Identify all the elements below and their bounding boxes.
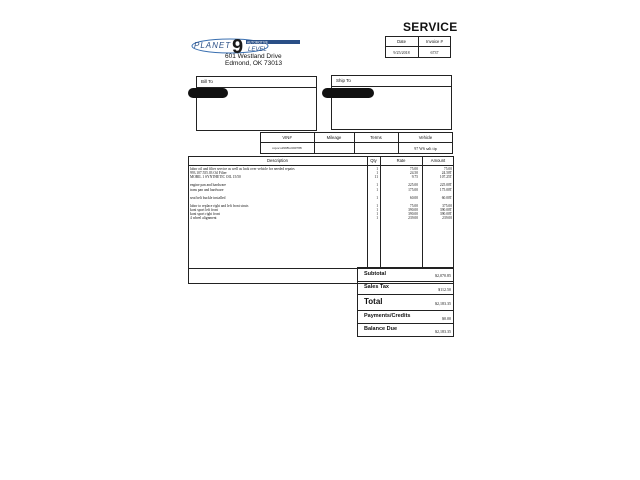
line-item-qty: 11 <box>374 175 378 180</box>
vin-label: VIN# <box>282 135 292 140</box>
line-item-rate: 75.00 <box>409 167 418 171</box>
line-item-description: 993.107.555.03 Oil Filter <box>190 171 227 176</box>
table-header-divider <box>188 165 454 166</box>
sales-tax-label: Sales Tax <box>364 284 389 290</box>
line-item-qty: 1 <box>376 195 378 200</box>
line-item-qty: 1 <box>376 208 378 212</box>
bill-to-box <box>196 76 317 131</box>
sales-tax-value: $112.50 <box>438 287 451 292</box>
amount-header: Amount <box>430 158 446 163</box>
redaction-bar <box>188 88 228 98</box>
invoice-value: 6737 <box>430 50 439 55</box>
qty-header: Qty <box>370 158 377 163</box>
line-item-description: labor oil and filter service as well as look over vehicle for needed repairs <box>190 167 295 171</box>
line-item-rate: 75.00 <box>409 203 418 208</box>
vehicle-value: 97 W6 salt tip <box>414 146 437 151</box>
line-item-description: koni sport right front <box>190 212 221 217</box>
subtotal-value: $2,070.85 <box>435 273 451 278</box>
line-item-amount: 390.00T <box>439 208 452 212</box>
line-item-amount: 225.00T <box>439 183 452 188</box>
svg-text:AUTOMOTIVE: AUTOMOTIVE <box>247 40 269 45</box>
rate-header: Rate <box>396 158 406 163</box>
divider <box>357 310 454 311</box>
line-item-amount: 24.50T <box>441 171 452 176</box>
line-item-amount: 375.00 <box>442 203 452 208</box>
line-item-rate: 24.50 <box>409 171 418 176</box>
line-item-amount: 239.00 <box>442 216 452 221</box>
line-item-description: labor to replace right and left front struts <box>190 203 249 208</box>
line-item-amount: 75.00 <box>443 167 452 171</box>
balance-due-label: Balance Due <box>364 326 398 332</box>
vin-value: repoco2998vs560788 <box>272 146 302 150</box>
divider <box>357 281 454 282</box>
line-item-qty: 1 <box>376 171 378 176</box>
subtotal-label: Subtotal <box>364 271 386 277</box>
line-item-rate: 175.00 <box>408 187 418 192</box>
total-label: Total <box>364 297 383 306</box>
line-item-description: koni sport left front <box>190 208 219 212</box>
terms-label: Terms <box>370 135 382 140</box>
line-item-rate: 60.00 <box>409 195 418 200</box>
vehicle-label: Vehicle <box>418 135 433 140</box>
line-item-description: seat belt buckle installed <box>190 195 226 200</box>
document-title: SERVICE <box>403 20 458 34</box>
redaction-bar <box>322 88 374 98</box>
line-item-qty: 1 <box>376 212 378 217</box>
description-header: Description <box>267 158 288 163</box>
line-item-qty: 1 <box>376 216 378 221</box>
line-item-description: engine pan and hardware <box>190 183 227 188</box>
date-value: 9/25/2018 <box>393 50 410 55</box>
divider <box>331 86 452 87</box>
ship-to-box <box>331 75 452 130</box>
line-item-qty: 1 <box>376 167 378 171</box>
line-item-amount: 60.00T <box>441 195 452 200</box>
svg-text:PLANET: PLANET <box>194 41 232 50</box>
line-item-amount: 175.00T <box>439 187 452 192</box>
payments-label: Payments/Credits <box>364 313 411 319</box>
line-item-amount: 390.00T <box>439 212 452 217</box>
payments-value: $0.00 <box>442 316 451 321</box>
line-item-rate: 390.00 <box>408 208 418 212</box>
line-item-rate: 9.75 <box>411 175 418 180</box>
company-address-line2: Edmond, OK 73013 <box>225 60 283 67</box>
svg-text:9: 9 <box>232 36 244 58</box>
line-item-description: trans pan and hardware <box>190 187 224 192</box>
line-item-qty: 1 <box>376 203 378 208</box>
divider <box>260 142 453 143</box>
divider <box>357 294 454 295</box>
line-item-amount: 107.25T <box>439 175 452 180</box>
company-address-line1: 601 Westland Drive <box>225 53 282 60</box>
line-item-rate: 239.00 <box>408 216 418 221</box>
svg-text:LEVEL: LEVEL <box>248 47 267 53</box>
line-item-rate: 390.00 <box>408 212 418 217</box>
line-item-rate: 225.00 <box>408 183 418 188</box>
invoice-label: Invoice # <box>426 39 443 44</box>
date-label: Date <box>397 39 406 44</box>
divider <box>357 323 454 324</box>
line-item-description: 4 wheel alignment <box>190 216 217 221</box>
line-item-description: MOBIL 1 SYNTHETIC OIL 15/50 <box>190 175 241 180</box>
mileage-label: Mileage <box>326 135 342 140</box>
line-item-qty: 1 <box>376 183 378 188</box>
bill-to-label: Bill To <box>201 79 213 84</box>
ship-to-label: Ship To <box>336 78 351 83</box>
line-item-qty: 1 <box>376 187 378 192</box>
balance-due-value: $2,183.35 <box>435 329 451 334</box>
total-value: $2,183.35 <box>435 301 451 306</box>
